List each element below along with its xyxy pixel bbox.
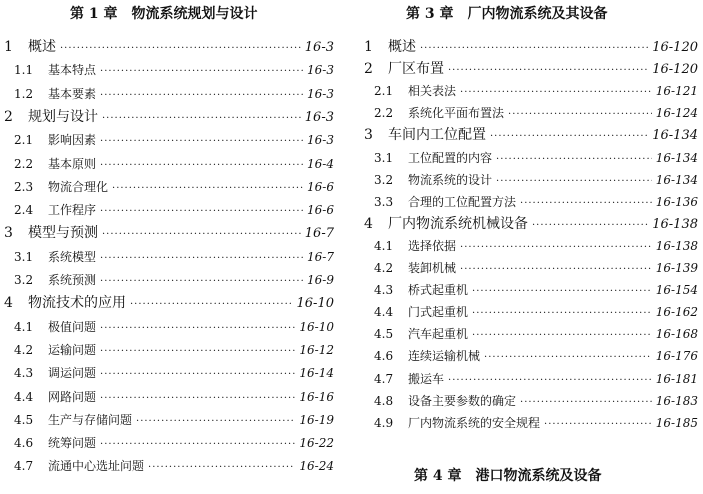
toc-entry-number: 1 bbox=[364, 39, 373, 55]
dot-leader bbox=[472, 325, 652, 347]
toc-entry-number: 1.2 bbox=[14, 86, 34, 101]
dot-leader bbox=[100, 318, 295, 340]
toc-entry-number: 4.3 bbox=[14, 366, 34, 381]
toc-entry-title: 模型与预测 bbox=[28, 225, 98, 242]
toc-entry-number: 4 bbox=[364, 215, 373, 232]
toc-entry-title: 相关表法 bbox=[408, 84, 457, 99]
dot-leader bbox=[490, 126, 648, 148]
toc-entry bbox=[14, 269, 334, 291]
toc-entry bbox=[4, 36, 334, 58]
dot-leader bbox=[100, 434, 295, 456]
toc-entry-title: 物流系统的设计 bbox=[408, 172, 493, 187]
toc-entry-title: 流通中心选址问题 bbox=[48, 459, 145, 474]
toc-entry-number: 4.7 bbox=[14, 459, 34, 474]
toc-entry-title: 系统化平面布置法 bbox=[408, 106, 505, 121]
toc-entry-page: 16-6 bbox=[307, 179, 334, 194]
toc-entry bbox=[14, 129, 334, 151]
toc-entry-title: 调运问题 bbox=[48, 366, 97, 381]
toc-entry-number: 3.2 bbox=[14, 273, 34, 287]
dot-leader bbox=[420, 38, 648, 60]
toc-entry-page: 16-183 bbox=[655, 393, 698, 408]
toc-entry-title: 搬运车 bbox=[408, 371, 445, 386]
dot-leader bbox=[130, 294, 293, 316]
dot-leader bbox=[60, 38, 301, 60]
dot-leader bbox=[100, 61, 303, 83]
toc-entry-title: 统筹问题 bbox=[48, 436, 97, 451]
dot-leader bbox=[460, 82, 652, 104]
dot-leader bbox=[460, 237, 652, 259]
toc-entry-page: 16-10 bbox=[296, 296, 334, 312]
toc-entry-number: 2.1 bbox=[374, 84, 394, 99]
toc-entry-title: 门式起重机 bbox=[408, 305, 469, 320]
dot-leader bbox=[508, 104, 652, 126]
toc-entry-page: 16-134 bbox=[655, 150, 698, 165]
dot-leader bbox=[496, 149, 652, 171]
toc-entry-title: 连续运输机械 bbox=[408, 349, 481, 364]
toc-entry-number: 4.4 bbox=[14, 389, 34, 404]
toc-entry-title: 概述 bbox=[28, 39, 56, 55]
dot-leader bbox=[484, 347, 652, 369]
dot-leader bbox=[472, 303, 652, 325]
toc-entry bbox=[374, 169, 698, 191]
toc-entry-number: 4.9 bbox=[374, 415, 394, 430]
toc-entry-page: 16-3 bbox=[304, 40, 334, 55]
toc-entry-page: 16-19 bbox=[299, 412, 334, 427]
toc-entry-page: 16-185 bbox=[655, 415, 698, 430]
toc-entry bbox=[14, 339, 334, 361]
toc-entry-title: 厂内物流系统的安全规程 bbox=[408, 415, 541, 430]
toc-entry-number: 4.1 bbox=[374, 238, 394, 253]
toc-entry bbox=[14, 432, 334, 454]
dot-leader bbox=[448, 370, 652, 392]
dot-leader bbox=[520, 193, 652, 215]
toc-entry-title: 桥式起重机 bbox=[408, 283, 469, 298]
toc-entry bbox=[14, 246, 334, 268]
toc-entry-title: 基本要素 bbox=[48, 86, 97, 101]
dot-leader bbox=[100, 201, 303, 223]
toc-entry-number: 2 bbox=[4, 108, 13, 125]
toc-entry-number: 4.8 bbox=[374, 393, 394, 408]
toc-entry bbox=[374, 412, 698, 434]
toc-entry-number: 3 bbox=[4, 225, 13, 242]
toc-entry-title: 合理的工位配置方法 bbox=[408, 194, 517, 209]
toc-entry-number: 2.4 bbox=[14, 203, 34, 218]
toc-entry bbox=[14, 176, 334, 198]
toc-entry-title: 厂内物流系统机械设备 bbox=[388, 215, 528, 232]
toc-entry bbox=[374, 301, 698, 323]
toc-entry bbox=[14, 199, 334, 221]
toc-entry-page: 16-134 bbox=[655, 172, 698, 187]
toc-entry-number: 1 bbox=[4, 39, 13, 55]
dot-leader bbox=[100, 131, 303, 153]
toc-entry-page: 16-168 bbox=[655, 327, 698, 342]
toc-entry-title: 系统模型 bbox=[48, 249, 97, 264]
toc-entry bbox=[364, 124, 698, 146]
toc-entry-page: 16-120 bbox=[652, 40, 698, 55]
toc-entry bbox=[4, 222, 334, 244]
toc-entry bbox=[374, 279, 698, 301]
toc-entry-number: 3.3 bbox=[374, 194, 394, 209]
toc-entry-number: 3 bbox=[364, 127, 373, 144]
toc-entry bbox=[364, 213, 698, 235]
toc-entry bbox=[374, 323, 698, 345]
toc-entry-page: 16-139 bbox=[655, 261, 698, 275]
dot-leader bbox=[448, 60, 648, 82]
toc-entry-number: 2.2 bbox=[374, 106, 394, 121]
toc-entry-title: 基本特点 bbox=[48, 63, 97, 78]
toc-entry-number: 4.4 bbox=[374, 305, 394, 320]
chapter-4-title: 第 4 章 港口物流系统及设备 bbox=[414, 468, 602, 484]
toc-entry-number: 1.1 bbox=[14, 63, 34, 78]
toc-entry bbox=[374, 80, 698, 102]
toc-entry-title: 设备主要参数的确定 bbox=[408, 393, 517, 408]
chapter-3-title: 第 3 章 厂内物流系统及其设备 bbox=[406, 6, 608, 22]
dot-leader bbox=[100, 388, 295, 410]
dot-leader bbox=[520, 392, 652, 414]
dot-leader bbox=[532, 215, 648, 237]
toc-entry bbox=[14, 386, 334, 408]
dot-leader bbox=[100, 364, 295, 386]
dot-leader bbox=[496, 171, 652, 193]
toc-entry-title: 极值问题 bbox=[48, 319, 97, 334]
toc-entry-page: 16-138 bbox=[655, 238, 698, 253]
toc-entry bbox=[14, 83, 334, 105]
toc-entry-page: 16-3 bbox=[307, 133, 334, 148]
toc-entry-page: 16-134 bbox=[652, 128, 698, 144]
toc-entry-page: 16-24 bbox=[299, 459, 334, 474]
toc-entry-page: 16-14 bbox=[299, 366, 334, 381]
toc-entry-title: 运输问题 bbox=[48, 342, 97, 357]
toc-entry-title: 影响因素 bbox=[48, 133, 97, 148]
toc-entry-title: 物流技术的应用 bbox=[28, 295, 126, 312]
toc-entry-title: 网路问题 bbox=[48, 389, 97, 404]
toc-entry-title: 车间内工位配置 bbox=[388, 127, 486, 144]
toc-entry-page: 16-120 bbox=[652, 62, 698, 78]
toc-entry-page: 16-4 bbox=[307, 156, 334, 171]
dot-leader bbox=[544, 414, 652, 436]
dot-leader bbox=[100, 271, 303, 293]
toc-entry bbox=[4, 292, 334, 314]
toc-entry-page: 16-16 bbox=[299, 389, 334, 404]
toc-entry-page: 16-162 bbox=[655, 305, 698, 320]
toc-entry-page: 16-10 bbox=[299, 319, 334, 334]
toc-entry-number: 4.2 bbox=[374, 261, 394, 275]
toc-entry bbox=[14, 59, 334, 81]
toc-entry-number: 4.5 bbox=[374, 327, 394, 342]
toc-entry-number: 4.3 bbox=[374, 283, 394, 298]
toc-entry-page: 16-22 bbox=[299, 436, 334, 451]
toc-entry bbox=[374, 345, 698, 367]
toc-entry bbox=[374, 235, 698, 257]
toc-entry-title: 生产与存储问题 bbox=[48, 412, 133, 427]
toc-entry-number: 4 bbox=[4, 295, 13, 312]
toc-entry-number: 4.5 bbox=[14, 412, 34, 427]
toc-entry-number: 4.1 bbox=[14, 319, 34, 334]
toc-entry-title: 概述 bbox=[388, 39, 416, 55]
toc-entry bbox=[364, 36, 698, 58]
toc-entry-page: 16-176 bbox=[655, 349, 698, 364]
toc-entry bbox=[14, 316, 334, 338]
toc-entry bbox=[4, 106, 334, 128]
dot-leader bbox=[460, 259, 652, 281]
dot-leader bbox=[100, 248, 303, 270]
toc-entry-page: 16-12 bbox=[299, 342, 334, 357]
toc-entry-page: 16-181 bbox=[655, 371, 698, 386]
toc-entry-title: 厂区布置 bbox=[388, 61, 444, 78]
toc-entry bbox=[14, 409, 334, 431]
toc-entry-title: 物流合理化 bbox=[48, 179, 109, 194]
toc-entry-page: 16-7 bbox=[307, 249, 334, 264]
toc-entry-page: 16-124 bbox=[655, 106, 698, 121]
dot-leader bbox=[102, 224, 301, 246]
toc-entry bbox=[14, 362, 334, 384]
toc-entry-number: 3.1 bbox=[14, 249, 34, 264]
dot-leader bbox=[472, 281, 652, 303]
toc-entry-number: 4.6 bbox=[374, 349, 394, 364]
toc-entry-number: 3.1 bbox=[374, 150, 394, 165]
toc-entry-number: 2.3 bbox=[14, 179, 34, 194]
toc-entry-page: 16-9 bbox=[307, 273, 334, 287]
toc-entry-number: 4.2 bbox=[14, 342, 34, 357]
toc-entry-page: 16-7 bbox=[304, 226, 334, 242]
toc-entry-number: 2.1 bbox=[14, 133, 34, 148]
toc-entry-title: 工作程序 bbox=[48, 203, 97, 218]
toc-entry-title: 汽车起重机 bbox=[408, 327, 469, 342]
toc-entry-page: 16-121 bbox=[655, 84, 698, 99]
toc-entry-title: 基本原则 bbox=[48, 156, 97, 171]
toc-entry-page: 16-3 bbox=[307, 63, 334, 78]
toc-entry-title: 装卸机械 bbox=[408, 261, 457, 275]
toc-entry bbox=[364, 58, 698, 80]
toc-entry-number: 4.6 bbox=[14, 436, 34, 451]
dot-leader bbox=[148, 457, 295, 479]
dot-leader bbox=[100, 341, 295, 363]
toc-entry bbox=[374, 390, 698, 412]
toc-entry-title: 规划与设计 bbox=[28, 108, 98, 125]
dot-leader bbox=[136, 411, 295, 433]
toc-entry-number: 4.7 bbox=[374, 371, 394, 386]
toc-entry-title: 选择依据 bbox=[408, 238, 457, 253]
toc-entry bbox=[14, 455, 334, 477]
chapter-1-title: 第 1 章 物流系统规划与设计 bbox=[70, 6, 258, 22]
toc-entry-page: 16-136 bbox=[655, 194, 698, 209]
dot-leader bbox=[100, 155, 303, 177]
toc-entry bbox=[374, 147, 698, 169]
dot-leader bbox=[100, 85, 303, 107]
toc-entry bbox=[14, 153, 334, 175]
toc-entry-title: 系统预测 bbox=[48, 273, 97, 287]
toc-entry-page: 16-138 bbox=[652, 216, 698, 232]
toc-entry-title: 工位配置的内容 bbox=[408, 150, 493, 165]
toc-entry-page: 16-3 bbox=[304, 109, 334, 125]
toc-entry bbox=[374, 191, 698, 213]
toc-entry-number: 2 bbox=[364, 61, 373, 78]
dot-leader bbox=[102, 108, 301, 130]
toc-entry bbox=[374, 257, 698, 279]
toc-entry-page: 16-154 bbox=[655, 283, 698, 298]
toc-entry-page: 16-6 bbox=[307, 203, 334, 218]
toc-entry-number: 2.2 bbox=[14, 156, 34, 171]
toc-entry-page: 16-3 bbox=[307, 86, 334, 101]
toc-entry bbox=[374, 368, 698, 390]
dot-leader bbox=[112, 178, 303, 200]
toc-entry bbox=[374, 102, 698, 124]
toc-entry-number: 3.2 bbox=[374, 172, 394, 187]
